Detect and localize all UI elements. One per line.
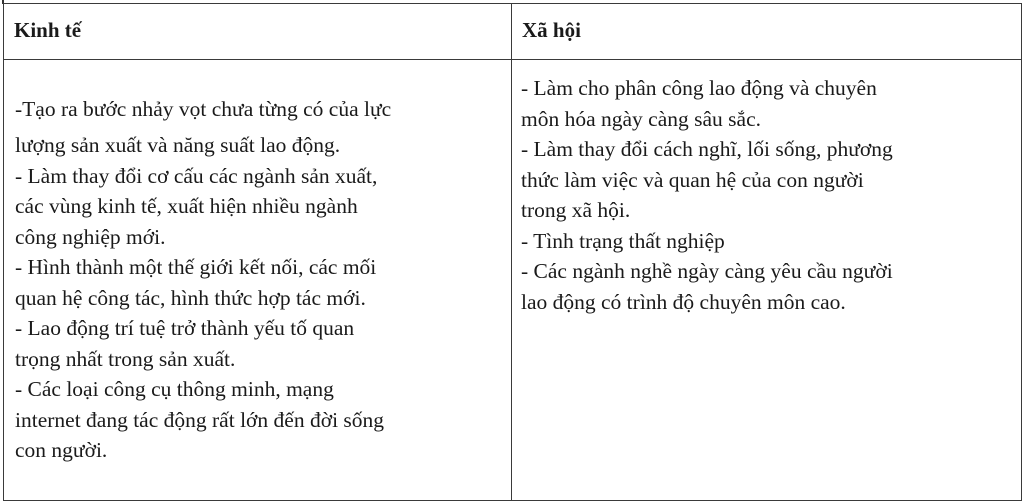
economic-line: - Làm thay đổi cơ cấu các ngành sản xuất,: [15, 163, 378, 188]
social-line: - Làm thay đổi cách nghĩ, lối sống, phương: [521, 137, 893, 161]
economic-cell: [4, 60, 512, 501]
social-line: trong xã hội.: [521, 198, 631, 222]
economic-line: quan hệ công tác, hình thức hợp tác mới.: [15, 285, 366, 310]
content-row: [4, 60, 1022, 501]
header-row: [4, 4, 1022, 60]
social-line: - Làm cho phân công lao động và chuyên: [521, 76, 877, 100]
economic-line: lượng sản xuất và năng suất lao động.: [15, 133, 341, 157]
social-line: thức làm việc và quan hệ của con người: [521, 167, 864, 192]
economic-line: con người.: [15, 438, 108, 462]
economic-line: - Lao động trí tuệ trở thành yếu tố quan: [15, 316, 355, 340]
economic-line: - Các loại công cụ thông minh, mạng: [15, 377, 334, 401]
header-social: Xã hội: [512, 4, 1022, 60]
social-line: - Tình trạng thất nghiệp: [521, 228, 725, 253]
social-cell: [512, 60, 1022, 501]
social-line: môn hóa ngày càng sâu sắc.: [521, 106, 762, 131]
economic-line: - Hình thành một thế giới kết nối, các mối: [15, 255, 377, 279]
header-economic: Kinh tế: [4, 4, 512, 60]
economic-text: [4, 60, 511, 466]
social-line: - Các ngành nghề ngày càng yêu cầu người: [521, 259, 893, 283]
comparison-table: [3, 3, 1022, 501]
economic-line: công nghiệp mới.: [15, 224, 166, 249]
economic-line: trọng nhất trong sản xuất.: [15, 346, 236, 371]
economic-line: các vùng kinh tế, xuất hiện nhiều ngành: [15, 194, 358, 218]
economic-line: -Tạo ra bước nhảy vọt chưa từng có của lực: [15, 97, 392, 121]
economic-line: internet đang tác động rất lớn đến đời sống: [15, 407, 385, 432]
social-text: [512, 60, 1021, 317]
social-line: lao động có trình độ chuyên môn cao.: [521, 289, 846, 314]
